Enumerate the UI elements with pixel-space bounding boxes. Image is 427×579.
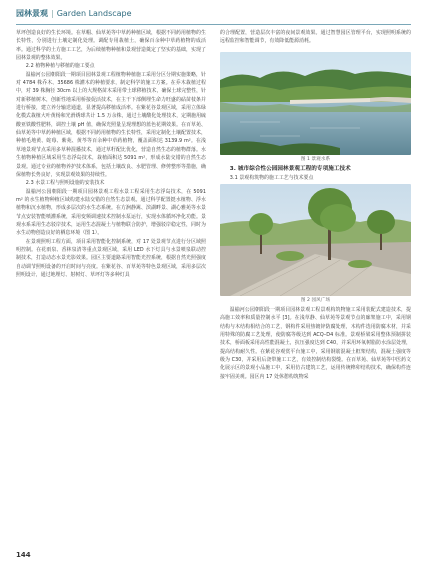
figure-1-photo bbox=[220, 52, 411, 155]
figure-1-caption: 图 1 景观水系 bbox=[300, 156, 331, 162]
plaza-photo bbox=[220, 184, 411, 296]
page-number: 144 bbox=[16, 551, 31, 559]
figure-2-photo bbox=[220, 184, 411, 296]
section-heading: 3. 城市综合性公园园林景观工程的专项施工技术 bbox=[229, 165, 351, 172]
waterscape-photo bbox=[220, 52, 411, 155]
left-column bbox=[16, 29, 206, 279]
subsection-heading: 3.1 景观构筑物的施工工艺与技术要点 bbox=[229, 174, 314, 181]
paragraph: 温榆河公园朝阳段一期项目园林景观工程植物种植施工采用分区分期实施策略，针对 4784 株乔木、35686 株灌木的种植要求，制定科学的施工方案。在乔木栽植过程中，对 39 株胸径 30cm 以上的大规格苗木采用带土球移植技术，确保土球完整性，针对新移植树木，创新性地采用桥接促活技术，在主干下部侧埋生命力旺盛的砧苗枝条并进行桥接，建立养分输送通道，显著提高移植成活率。在紫花谷景观区域，采用立体绿化模式栽植大叶黄杨和光滑绣球共计 1.5 万余株，通过土壤酸化处理技术，定期施用硫酸亚铁酸性肥料，调控土壤 pH 值，确保光照量呈现理想的蓝色花期效果。在百草苑、仙草苑等中草药种植区域，根据不同药用植物的生长特性，采用定制化土壤配置技术，种植毛地黄、蛇莓、紫苑、黄芩等百余种中草药植物，覆盖面积达 3139.9 m²。在浅草地景观节点采用多草种混播技术，通过草籽配比优化，营造自然生态的植物群落。水生植物种植区域采用生态浮岛技术，栽植面积达 5091 m²，形成水陆交错的自然生态景观。通过专业的植物养护技术体系，包括土壤改良、水肥管理、修剪整形等措施，确保植物长势良好，实现景观效果的持续性。 bbox=[16, 71, 206, 178]
header-separator: | bbox=[51, 9, 54, 18]
paragraph: 在景观照明工程方面，项目采用智能化控制系统，对 17 处景观节点进行分区域照明控制。在花雨泉、香林泉清等重点景观区域，采用 LED 水下灯具与水景喷泉联动控制技术，打造动态水景光影效果。园区主要道路采用智能光控系统，根据自然光照强度自动调节照明设备的开启时间与亮度。在紫花谷、百草苑等特色景观区域，采用多层次照明设计，通过地埋灯、射树灯、草坪灯等多种灯具 bbox=[16, 238, 206, 278]
header-title-cn: 园林景观 bbox=[16, 9, 48, 18]
paragraph: 的合理配置，营造层次丰富的夜间景观效果。通过智慧园区管理平台，实现照明系统的远程监控和智能调节，有效降低能源消耗。 bbox=[220, 30, 411, 45]
subsection-heading: 2.2 植物种植与移植的施工要点 bbox=[25, 63, 95, 70]
right-column bbox=[220, 29, 411, 381]
paragraph: 温榆河公园朝阳段一期项目园林景观工程水景工程采用生态浮岛技术，在 5091 m² 的水生植物种植区域构建水陆交错的自然生态景观。通过科学配置挺水植物、浮水植物和沉水植物，形成多层次的水生态系统。在方涧静篱、滨湖畔景、湖心雅苑等水景节点安装智能喷灌系统，采用变频调速技术控制水泵运行，实现水体循环净化功能。景观水系采用生态驳岸技术，运用生态混凝土与植物联合防护，增强驳岸稳定性，同时为水生动物创造良好的栖息环境（图 1）。 bbox=[16, 188, 206, 237]
figure-2-caption: 图 2 园风广场 bbox=[300, 298, 331, 304]
page-header bbox=[16, 8, 411, 25]
header-title-en: Garden Landscape bbox=[56, 9, 132, 18]
paragraph: 温榆河公园朝阳段一期项目园林景观工程景观构筑物施工采用装配式建造技术，提高施工效率和质量控制水平 [3]。在浅草静、仙草苑等景观节点的廊架施工中，采用钢结构与木结构相结合的工艺，钢构件采用热镀锌防腐处理，木构件选用防腐木材，并采用特殊的防腐工艺处理，使防腐等级达到 ACQ–D4 标准。景观桥梁采用整体预制拼装技术，桥面板采用高性能混凝土，抗压强度达到 C40，并采用环氧树脂防水涂层处理，提高结构耐久性。在紫花谷观赏平台施工中，采用钢筋混凝土框架结构，混凝土强度等级为 C30，并采用后浇带施工工艺，有效控制结构裂缝。在百草苑、仙草苑等中医药文化展示区的景观小品施工中，采用仿古建筑工艺，运用传统榫卯结构技术，确保构件连接牢固美观。园区内 17 处休憩构筑物采 bbox=[220, 307, 411, 380]
paragraph: 草坪创造良好的生长环境。在草帽、仙草苑等中草药种植区域，根据不同药用植物的生长特性，分别进行土壤定制化处理。调配专用栽植土，确保百余种中草药植物的成活率。通过科学的土方施工工艺，为后续植物种植和景观营造奠定了坚实的基础，实现了园林景观的整体效果。 bbox=[16, 30, 206, 62]
subsection-heading: 2.3 水景工程与照明设施的安装技术 bbox=[25, 180, 105, 187]
